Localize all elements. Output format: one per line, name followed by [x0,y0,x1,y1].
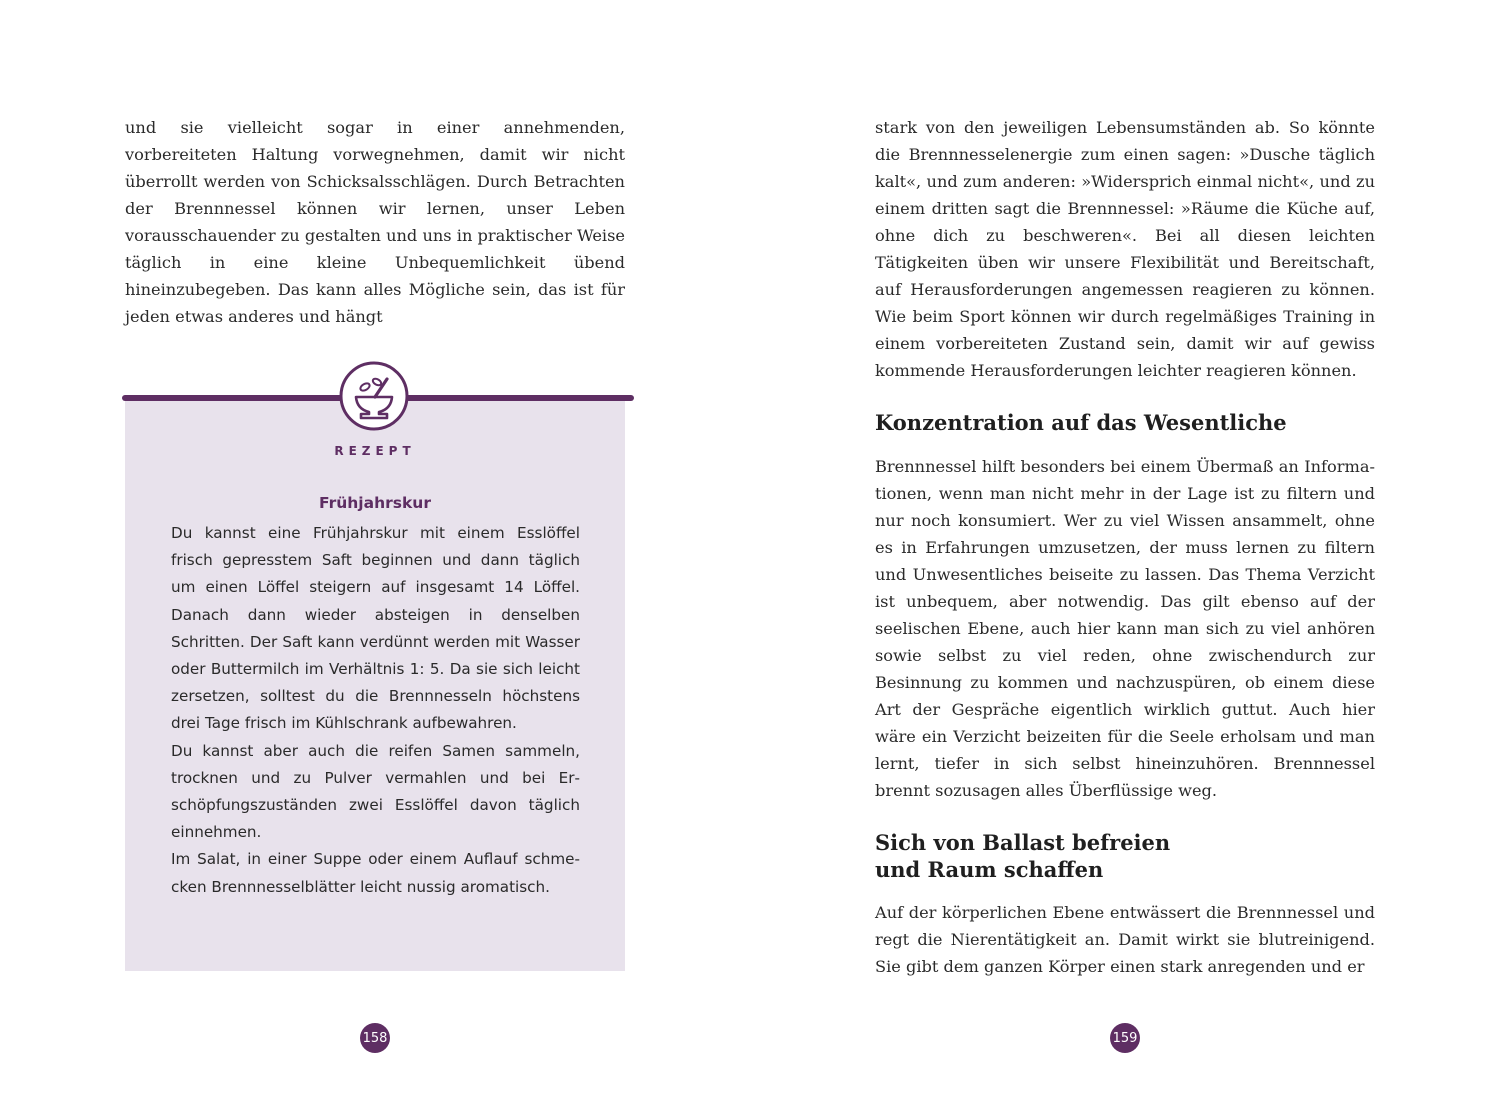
section-heading: Konzentration auf das Wesentliche [875,410,1287,435]
mortar-pestle-icon [339,361,409,431]
right-page [750,0,1500,1097]
section-heading: Sich von Ballast befreien und Raum schaffen [875,830,1171,882]
recipe-label: REZEPT [334,444,416,458]
page-number: 159 [1110,1023,1140,1053]
recipe-text [171,520,580,901]
right-intro-paragraph: stark von den jeweiligen Lebensumständen ab. So könnte die Brennnesselenergie zum einen sagen: »Dusche täglich kalt«, und zum anderen: »Widersprich einmal nicht«, und zu einem dritten sagt die Brennnessel: »Räume die Küche auf, ohne dich zu beschweren«. Bei all diesen leichten Tätigkeiten üben wir unsere Flexibilität und Bereitschaft, auf Herausforderungen angemessen reagieren zu können. Wie beim Sport können wir durch regelmäßiges Training in einem vorbereiteten Zustand sein, damit wir auf gewiss kommende Herausforderungen leichter reagieren können. [875,118,1375,380]
recipe-title: Frühjahrskur [319,494,431,512]
left-intro-paragraph: und sie vielleicht sogar in einer annehmenden, vorbereiteten Haltung vorwegnehmen, damit wir nicht überrollt werden von Schicksalsschlägen. Durch Betrachten der Brennnessel können wir lernen, unser Leben vorausschauender zu gestalten und uns in praktischer Weise täglich in eine kleine Unbequemlichkeit übend hineinzubegeben. Das kann alles Mögliche sein, das ist für jeden etwas anderes und hängt [125,118,625,326]
section-paragraph: Auf der körperlichen Ebene entwässert die Brennnessel und regt die Nierentätigkeit an. Damit wirkt sie blutreinigend. Sie gibt dem ganzen Körper einen stark anregenden und er [875,903,1375,976]
recipe-paragraph: Im Salat, in einer Suppe oder einem Auflauf schmecken Brennnesselblätter leicht nussig aromatisch. [171,850,580,896]
page-number: 158 [360,1023,390,1053]
section-paragraph: Brennnessel hilft besonders bei einem Übermaß an Informationen, wenn man nicht mehr in der Lage ist zu filtern und nur noch konsumiert. Wer zu viel Wissen ansammelt, ohne es in Erfahrungen umzusetzen, der muss lernen zu filtern und Unwesentliches beiseite zu lassen. Das Thema Verzicht ist unbequem, aber notwendig. Das gilt ebenso auf der seelischen Ebene, auch hier kann man sich zu viel anhören sowie selbst zu viel reden, ohne zwischendurch zur Besinnung zu kommen und nachzuspüren, ob einem diese Art der Gespräche eigentlich wirklich guttut. Auch hier wäre ein Verzicht beizeiten für die Seele erholsam und man lernt, tiefer in sich selbst hineinzuhören. Brennnessel brennt sozusagen alles Überflüssige weg. [875,457,1375,800]
recipe-paragraph: Du kannst aber auch die reifen Samen sammeln, trocknen und zu Pulver vermahlen und bei Erschöpfungszuständen zwei Esslöffel davon täglich einnehmen. [171,741,580,842]
recipe-paragraph: Du kannst eine Frühjahrskur mit einem Esslöffel frisch gepresstem Saft beginnen und dann täglich um einen Löffel steigern auf insgesamt 14 Löffel. Danach dann wieder absteigen in denselben Schritten. Der Saft kann verdünnt werden mit Wasser oder Buttermilch im Verhältnis 1: 5. Da sie sich leicht zersetzen, solltest du die Brennnesseln höchstens drei Tage frisch im Kühlschrank aufbewahren. [171,524,580,733]
